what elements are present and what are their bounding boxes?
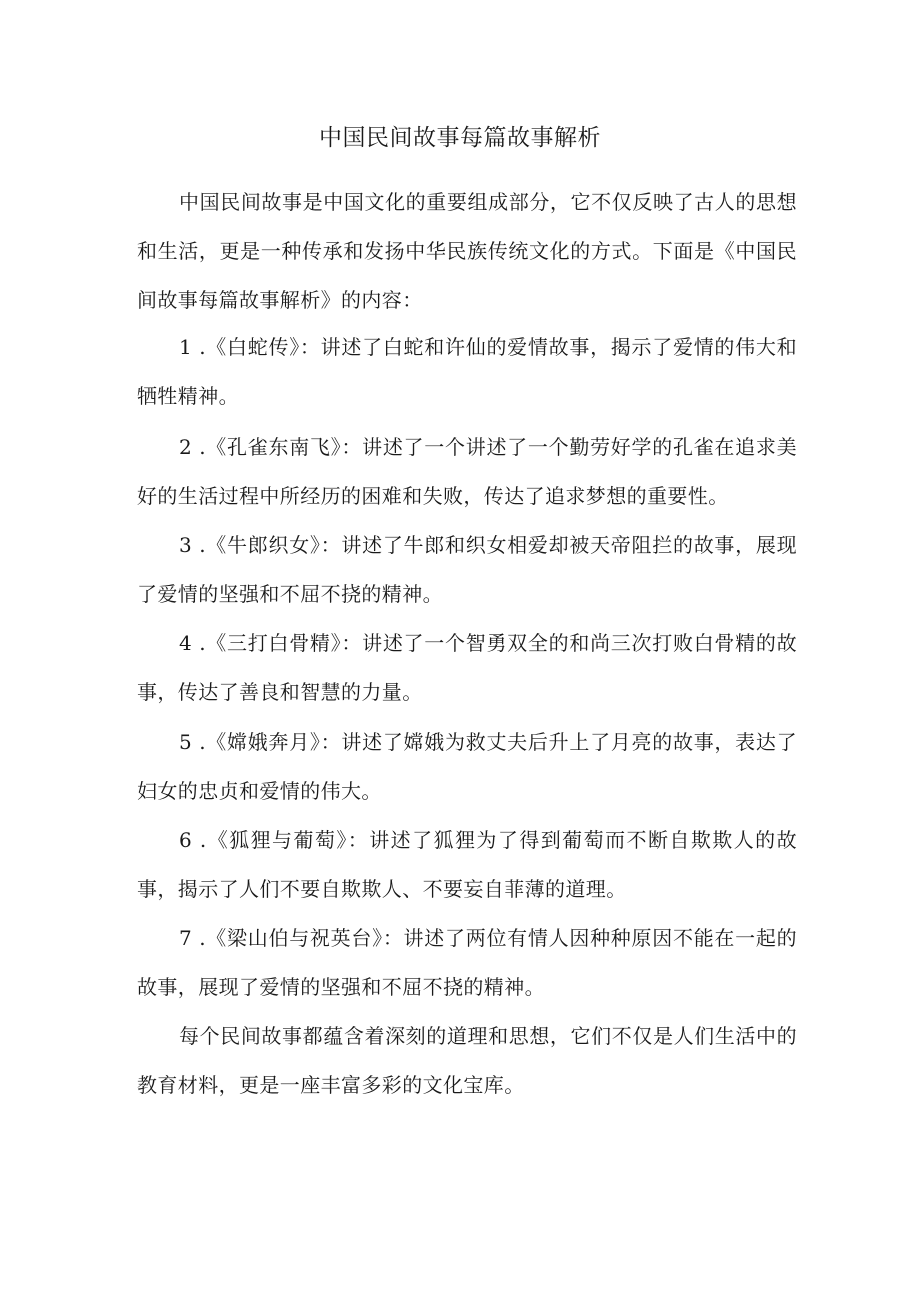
item-text: .《梁山伯与祝英台》：讲述了两位有情人因种种原因不能在一起的故事，展现了爱情的坚强和不屈不挠的精神。 — [137, 926, 798, 999]
item-text: .《白蛇传》：讲述了白蛇和许仙的爱情故事，揭示了爱情的伟大和牺牲精神。 — [137, 335, 798, 408]
story-item-5 — [137, 718, 797, 816]
item-number: 4 — [179, 631, 193, 655]
item-number: 3 — [179, 533, 193, 557]
item-text: .《孔雀东南飞》：讲述了一个讲述了一个勤劳好学的孔雀在追求美好的生活过程中所经历的困难和失败，传达了追求梦想的重要性。 — [137, 435, 798, 508]
conclusion-paragraph: 每个民间故事都蕴含着深刻的道理和思想，它们不仅是人们生活中的教育材料，更是一座丰富多彩的文化宝库。 — [137, 1024, 797, 1097]
document-title: 中国民间故事每篇故事解析 — [319, 125, 601, 151]
story-item-2 — [137, 423, 797, 521]
item-number: 7 — [179, 926, 193, 950]
item-text: .《嫦娥奔月》：讲述了嫦娥为救丈夫后升上了月亮的故事，表达了妇女的忠贞和爱情的伟大。 — [137, 730, 798, 803]
story-item-6 — [137, 816, 797, 914]
story-item-3 — [137, 521, 797, 619]
item-text: .《牛郎织女》：讲述了牛郎和织女相爱却被天帝阻拦的故事，展现了爱情的坚强和不屈不挠的精神。 — [137, 533, 798, 606]
item-number: 2 — [179, 435, 193, 459]
item-number: 5 — [179, 730, 193, 754]
story-item-1 — [137, 323, 797, 421]
story-item-7 — [137, 914, 797, 1012]
item-text: .《三打白骨精》：讲述了一个智勇双全的和尚三次打败白骨精的故事，传达了善良和智慧的力量。 — [137, 631, 798, 704]
story-item-4 — [137, 619, 797, 717]
item-text: .《狐狸与葡萄》：讲述了狐狸为了得到葡萄而不断自欺欺人的故事，揭示了人们不要自欺欺人、不要妄自菲薄的道理。 — [137, 828, 797, 901]
item-number: 1 — [179, 335, 193, 359]
intro-paragraph: 中国民间故事是中国文化的重要组成部分，它不仅反映了古人的思想和生活，更是一种传承和发扬中华民族传统文化的方式。下面是《中国民间故事每篇故事解析》的内容： — [137, 190, 797, 312]
item-number: 6 — [179, 828, 193, 852]
